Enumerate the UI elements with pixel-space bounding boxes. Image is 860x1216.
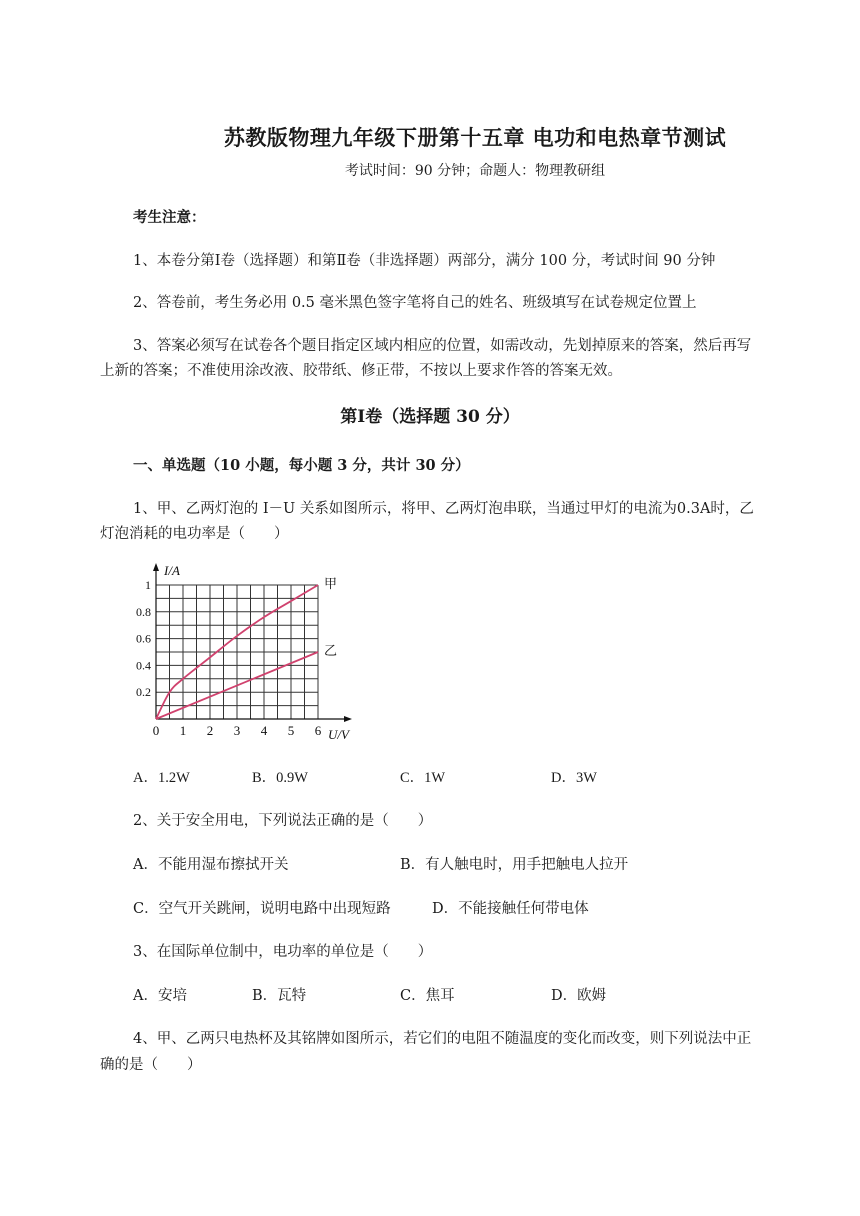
part-heading: 一、单选题（10 小题，每小题 3 分，共计 30 分）: [133, 457, 470, 474]
series-label: 乙: [324, 643, 338, 658]
y-tick-label: 0.4: [136, 658, 151, 673]
notice-item-3-line2: 上新的答案；不准使用涂改液、胶带纸、修正带，不按以上要求作答的答案无效。: [100, 363, 622, 379]
iu-chart: [125, 558, 365, 748]
question-1-option-b[interactable]: B．0.9W: [252, 770, 308, 786]
page-title: 苏教版物理九年级下册第十五章 电功和电热章节测试: [223, 125, 727, 150]
question-3-option-c[interactable]: C．焦耳: [400, 988, 455, 1004]
series-label: 甲: [324, 576, 338, 591]
y-tick-label: 0.2: [136, 685, 151, 700]
question-2-option-c[interactable]: C．空气开关跳闸，说明电路中出现短路: [133, 901, 391, 917]
notice-item-1: 1、本卷分第Ⅰ卷（选择题）和第Ⅱ卷（非选择题）两部分，满分 100 分，考试时间 90 分钟: [133, 253, 716, 269]
notice-heading: 考生注意：: [133, 209, 206, 226]
question-2-option-a[interactable]: A．不能用湿布擦拭开关: [133, 857, 289, 873]
question-1-option-c[interactable]: C．1W: [400, 770, 446, 786]
y-axis-label: I/A: [164, 563, 180, 578]
x-tick-label: 6: [314, 723, 322, 738]
question-3-stem: 3、在国际单位制中，电功率的单位是（ ）: [133, 944, 433, 960]
question-2-option-d[interactable]: D．不能接触任何带电体: [432, 901, 589, 917]
y-tick-label: 1: [145, 578, 151, 592]
x-tick-label: 3: [233, 723, 241, 738]
y-axis-arrow: [153, 563, 159, 571]
x-axis-arrow: [344, 716, 352, 722]
question-3-option-d[interactable]: D．欧姆: [551, 988, 607, 1004]
exam-info: 考试时间：90 分钟；命题人：物理教研组: [344, 163, 606, 179]
question-2-option-b[interactable]: B．有人触电时，用手把触电人拉开: [400, 857, 629, 873]
question-3-option-a[interactable]: A．安培: [133, 988, 187, 1004]
x-tick-label: 4: [260, 723, 268, 738]
x-tick-label: 5: [287, 723, 295, 738]
section-title: 第Ⅰ卷（选择题 30 分）: [340, 407, 520, 427]
y-tick-label: 0.8: [136, 604, 151, 619]
question-4-line2: 确的是（ ）: [100, 1057, 202, 1073]
question-1-option-d[interactable]: D．3W: [551, 770, 597, 786]
question-4-line1: 4、甲、乙两只电热杯及其铭牌如图所示，若它们的电阻不随温度的变化而改变，则下列说法中正: [133, 1031, 752, 1047]
question-1-line2: 灯泡消耗的电功率是（ ）: [100, 526, 289, 542]
question-3-option-b[interactable]: B．瓦特: [252, 988, 307, 1004]
y-tick-label: 0.6: [136, 631, 151, 646]
question-1-option-a[interactable]: A．1.2W: [133, 770, 190, 786]
notice-item-2: 2、答卷前，考生务必用 0.5 毫米黑色签字笔将自己的姓名、班级填写在试卷规定位置上: [133, 295, 697, 311]
x-axis-label: U/V: [328, 727, 349, 742]
question-2-stem: 2、关于安全用电，下列说法正确的是（ ）: [133, 813, 433, 829]
question-1-line1: 1、甲、乙两灯泡的 I－U 关系如图所示，将甲、乙两灯泡串联，当通过甲灯的电流为0.3A时，乙: [133, 501, 754, 517]
notice-item-3-line1: 3、答案必须写在试卷各个题目指定区域内相应的位置，如需改动，先划掉原来的答案，然后再写: [133, 338, 752, 354]
x-tick-label: 1: [179, 723, 187, 738]
x-tick-label: 2: [206, 723, 214, 738]
x-tick-label: 0: [152, 723, 160, 738]
